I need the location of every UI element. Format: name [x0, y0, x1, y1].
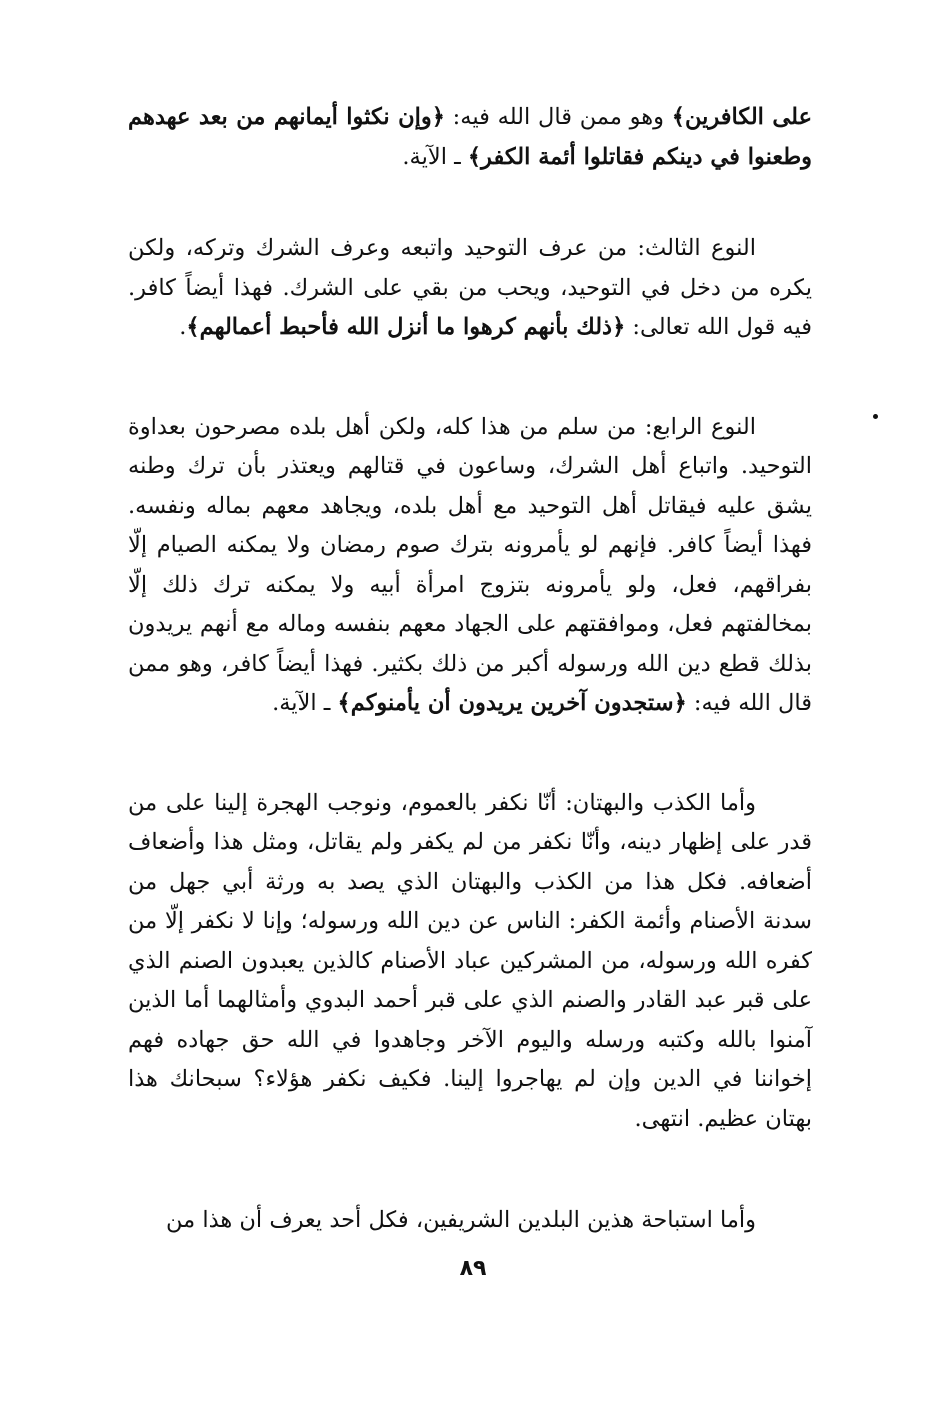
margin-dot	[873, 414, 878, 419]
quran-quote: على الكافرين﴾	[671, 104, 812, 130]
paragraph-1	[128, 98, 812, 177]
paragraph-text: النوع الرابع: من سلم من هذا كله، ولكن أهل بلده مصرحون بعداوة التوحيد. واتباع أهل الشرك، وساعون في قتالهم ويعتذر بأن ترك وطنه يشق عليه فيقاتل أهل التوحيد مع أهل بلده، ويجاهد معهم بماله ونفسه. فهذا أيضاً كافر. فإنهم لو يأمرونه بترك صوم رمضان ولا يمكنه الصيام إلّا بفراقهم، فعل، ولو يأمرونه بتزوج امرأة أبيه ولا يمكنه ترك ذلك إلّا بمخالفتهم فعل، وموافقتهم على الجهاد معهم بنفسه وماله مع أنهم يريدون بذلك قطع دين الله ورسوله أكبر من ذلك بكثير. فهذا أيضاً كافر، وهو ممن قال الله فيه:	[128, 413, 812, 716]
quran-quote: ﴿ذلك بأنهم كرهوا ما أنزل الله فأحبط أعمالهم﴾	[186, 314, 626, 340]
paragraph-text: وأما استباحة هذين البلدين الشريفين، فكل أحد يعرف أن هذا من	[165, 1207, 756, 1233]
quran-quote: ﴿ستجدون آخرين يريدون أن يأمنوكم﴾	[337, 690, 687, 716]
quran-quote: ﴿وإن نكثوا أيمانهم من بعد عهدهم وطعنوا في دينكم فقاتلوا أئمة الكفر﴾	[128, 104, 812, 170]
paragraph-text: ـ الآية.	[272, 690, 338, 716]
paragraph-text: وهو ممن قال الله فيه:	[444, 104, 672, 130]
paragraph-text: .	[179, 314, 187, 340]
page-body	[128, 98, 812, 1241]
page-number: ٨٩	[459, 1256, 487, 1281]
paragraph-5	[128, 1201, 812, 1241]
paragraph-3	[128, 408, 812, 724]
paragraph-text: النوع الثالث: من عرف التوحيد واتبعه وعرف الشرك وتركه، ولكن يكره من دخل في التوحيد، ويحب من بقي على الشرك. فهذا أيضاً كافر. فيه قول الله تعالى:	[128, 235, 812, 340]
paragraph-text: وأما الكذب والبهتان: أنّا نكفر بالعموم، ونوجب الهجرة إلينا على من قدر على إظهار دينه، وأنّا نكفر من لم يكفر ولم يقاتل، ومثل هذا وأضعاف أضعافه. فكل هذا من الكذب والبهتان الذي يصد به ورثة أبي جهل من سدنة الأصنام وأئمة الكفر: الناس عن دين الله ورسوله؛ وإنا لا نكفر إلّا من كفره الله ورسوله، من المشركين عباد الأصنام كالذين يعبدون الصنم الذي على قبر عبد القادر والصنم الذي على قبر أحمد البدوي وأمثالهما أما الذين آمنوا بالله وكتبه ورسله واليوم الآخر وجاهدوا في الله حق جهاده فهم إخواننا في الدين وإن لم يهاجروا إلينا. فكيف نكفر هؤلاء؟ سبحانك هذا بهتان عظيم. انتهى.	[128, 789, 812, 1132]
paragraph-text: ـ الآية.	[402, 143, 468, 170]
paragraph-2	[128, 229, 812, 348]
paragraph-4	[128, 784, 812, 1140]
